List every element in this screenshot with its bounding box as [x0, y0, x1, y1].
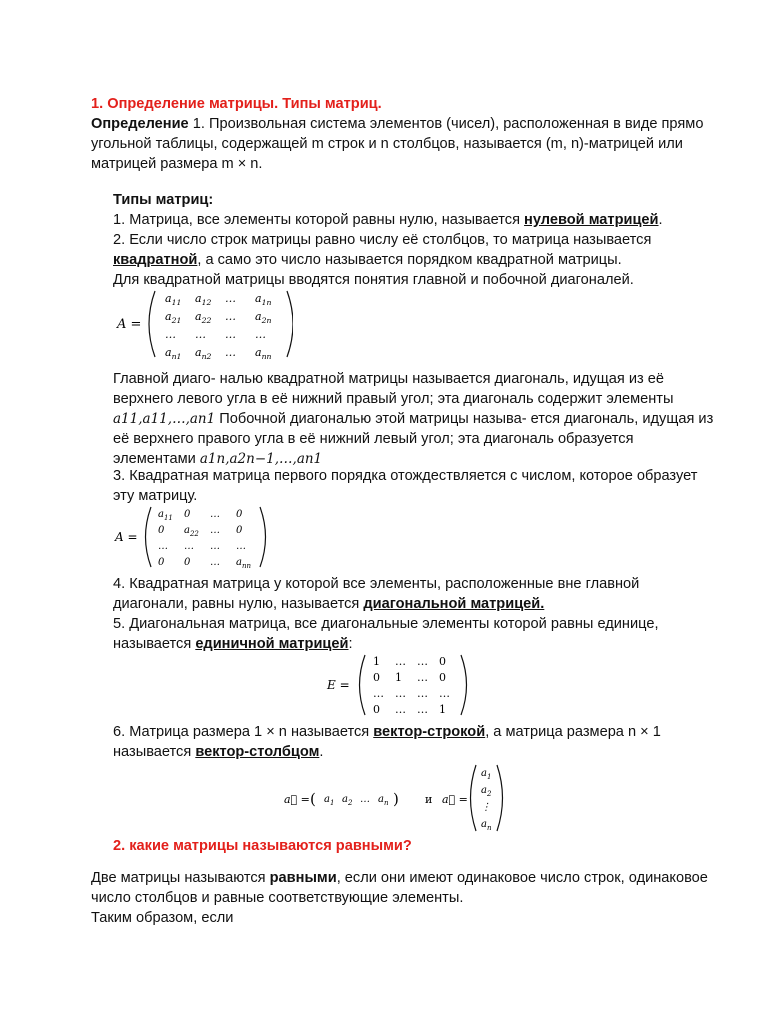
matrix-entry: …: [184, 541, 194, 552]
svg-text:(: (: [310, 790, 316, 808]
matrix-entry: …: [225, 346, 236, 359]
type4-line-2: [113, 594, 544, 614]
matrix-entry: …: [417, 655, 428, 668]
equal-line-3: Таким образом, если: [91, 910, 234, 926]
type3-line-1: 3. Квадратная матрица первого порядка отождествляется с числом, которое образует: [113, 468, 698, 484]
col-vector-label: a⃗ =: [442, 793, 468, 806]
matrix-entry: …: [255, 328, 266, 341]
matrix-entry: $a_n$: [481, 819, 492, 832]
matrix-e-label: E =: [327, 678, 350, 692]
matrix-entry: $a_1$: [481, 768, 492, 781]
equal-term: равными: [269, 870, 337, 886]
matrix-entry: 0: [373, 671, 380, 684]
type2-rest: , а само это число называется порядком квадратной матрицы.: [197, 252, 622, 268]
matrix-entry: $a_{11}$: [165, 292, 182, 307]
matrix-entry: $a_{1n}$: [255, 292, 272, 307]
equal-text-a: Две матрицы называются: [91, 870, 270, 886]
diagonal-matrix-term: диагональной матрицей.: [363, 596, 545, 612]
types-heading: Типы матриц:: [113, 192, 214, 208]
matrix-entry: $a_{22}$: [184, 525, 199, 538]
main-diagonal-elements: a11,a11,…,an1: [113, 411, 216, 427]
diag-line-3-text: Побочной диагональю этой матрицы называ- ется диагональ, идущая из: [215, 411, 714, 427]
type3-line-2: эту матрицу.: [113, 488, 198, 504]
definition-text: 1. Произвольная система элементов (чисел), расположенная в виде прямо: [188, 116, 704, 132]
matrix-entry: ⋮: [481, 802, 491, 813]
matrix-entry: 0: [184, 557, 191, 568]
matrix-entry: …: [417, 703, 428, 716]
matrix-entry: 0: [439, 655, 446, 668]
vector-formula: [282, 762, 512, 834]
side-diagonal-elements: a1n,a2n−1,…,an1: [199, 451, 323, 467]
matrix-entry: …: [210, 509, 220, 520]
matrix-entry: …: [373, 687, 384, 700]
definition-line-2: угольной таблицы, содержащей m строк и n столбцов, называется (m, n)-матрицей или: [91, 136, 683, 152]
type5-line-1: 5. Диагональная матрица, все диагональные элементы которой равны единице,: [113, 616, 659, 632]
diag-line-5-text: элементами: [113, 451, 200, 467]
type1-line: 1. Матрица, все элементы которой равны нулю, называется нулевой матрицей.: [113, 212, 663, 228]
matrix-entry: …: [165, 328, 176, 341]
diag-line-3: [113, 409, 713, 429]
equal-text-b: , если они имеют одинаковое число строк, одинаковое: [336, 870, 708, 886]
equal-line-1: [91, 868, 708, 888]
matrix-entry: …: [439, 687, 450, 700]
type6-text-b: , а матрица размера n × 1: [485, 724, 661, 740]
equal-line-2: число столбцов и равные соответствующие элементы.: [91, 890, 464, 906]
identity-matrix-term: единичной матрицей: [195, 636, 349, 652]
diag-line-1: Главной диаго- налью квадратной матрицы называется диагональ, идущая из её: [113, 371, 665, 387]
matrix-entry: $a_{12}$: [195, 292, 212, 307]
matrix-entry: $a_{nn}$: [236, 557, 251, 570]
matrix-entry: $a_{22}$: [195, 310, 212, 325]
matrix-entry: …: [395, 687, 406, 700]
type6-text-c: называется: [113, 744, 196, 760]
matrix-entry: …: [195, 328, 206, 341]
matrix-entry: 0: [236, 525, 243, 536]
type6-text-a: 6. Матрица размера 1 × n называется: [113, 724, 374, 740]
zero-matrix-term: нулевой матрицей: [524, 212, 659, 228]
square-matrix-term: квадратной: [113, 252, 198, 268]
matrix-entry: …: [225, 328, 236, 341]
matrix-a-label: A =: [117, 317, 142, 332]
matrix-entry: $a_{n2}$: [195, 346, 212, 361]
matrix-entry: …: [236, 541, 246, 552]
matrix-entry: …: [210, 541, 220, 552]
diag-line-4: её верхнего правого угла в её нижний левый угол; эта диагональ образуется: [113, 431, 634, 447]
matrix-d-label: A =: [115, 530, 138, 544]
matrix-entry: $a_{nn}$: [255, 346, 272, 361]
svg-text:): ): [393, 790, 399, 808]
matrix-entry: $a_n$: [378, 794, 389, 807]
type5-line-2: называется единичной матрицей:: [113, 636, 353, 652]
type6-line-1: [113, 722, 661, 742]
type1-text: 1. Матрица, все элементы которой равны нулю, называется: [113, 212, 525, 228]
type4-line-1: 4. Квадратная матрица у которой все элементы, расположенные вне главной: [113, 576, 640, 592]
identity-matrix-formula: [325, 651, 475, 719]
matrix-entry: 0: [158, 525, 165, 536]
matrix-entry: …: [395, 655, 406, 668]
matrix-entry: $a_2$: [342, 794, 353, 807]
matrix-entry: $a_1$: [324, 794, 335, 807]
matrix-entry: …: [210, 525, 220, 536]
type2-line-1: 2. Если число строк матрицы равно числу её столбцов, то матрица называется: [113, 232, 652, 248]
matrix-entry: 0: [158, 557, 165, 568]
matrix-entry: …: [417, 671, 428, 684]
matrix-entry: …: [158, 541, 168, 552]
matrix-entry: 0: [236, 509, 243, 520]
definition-line-3: матрицей размера m × n.: [91, 156, 263, 172]
column-vector-term: вектор-столбцом: [195, 744, 320, 760]
matrix-entry: $a_{11}$: [158, 509, 173, 522]
definition-label: Определение: [91, 116, 189, 132]
and-word: и: [425, 793, 433, 806]
type2-line-3: Для квадратной матрицы вводятся понятия главной и побочной диагоналей.: [113, 272, 634, 288]
definition-line-1: [91, 114, 703, 134]
row-vector-term: вектор-строкой: [373, 724, 486, 740]
matrix-a-formula: [113, 286, 293, 362]
matrix-entry: 1: [395, 671, 402, 684]
diagonal-matrix-formula: [113, 503, 273, 571]
matrix-entry: …: [360, 794, 370, 805]
matrix-entry: $a_{n1}$: [165, 346, 182, 361]
matrix-entry: 1: [373, 655, 380, 668]
section1-title: 1. Определение матрицы. Типы матриц.: [91, 96, 382, 112]
matrix-entry: …: [225, 310, 236, 323]
type5-text: называется: [113, 636, 196, 652]
type4-text: диагонали, равны нулю, называется: [113, 596, 364, 612]
type6-line-2: называется вектор-столбцом.: [113, 744, 324, 760]
matrix-entry: …: [210, 557, 220, 568]
matrix-entry: 0: [439, 671, 446, 684]
matrix-entry: 0: [184, 509, 191, 520]
section2-title: 2. какие матрицы называются равными?: [113, 838, 412, 854]
matrix-entry: $a_{21}$: [165, 310, 182, 325]
matrix-entry: …: [417, 687, 428, 700]
matrix-entry: …: [225, 292, 236, 305]
matrix-entry: 0: [373, 703, 380, 716]
type2-line-2: [113, 250, 622, 270]
diag-line-2: верхнего левого угла в её нижний правый угол; эта диагональ содержит элементы: [113, 391, 674, 407]
matrix-entry: …: [395, 703, 406, 716]
matrix-entry: 1: [439, 703, 446, 716]
matrix-entry: $a_2$: [481, 785, 492, 798]
row-vector-label: a⃗ =: [284, 793, 310, 806]
matrix-entry: $a_{2n}$: [255, 310, 272, 325]
